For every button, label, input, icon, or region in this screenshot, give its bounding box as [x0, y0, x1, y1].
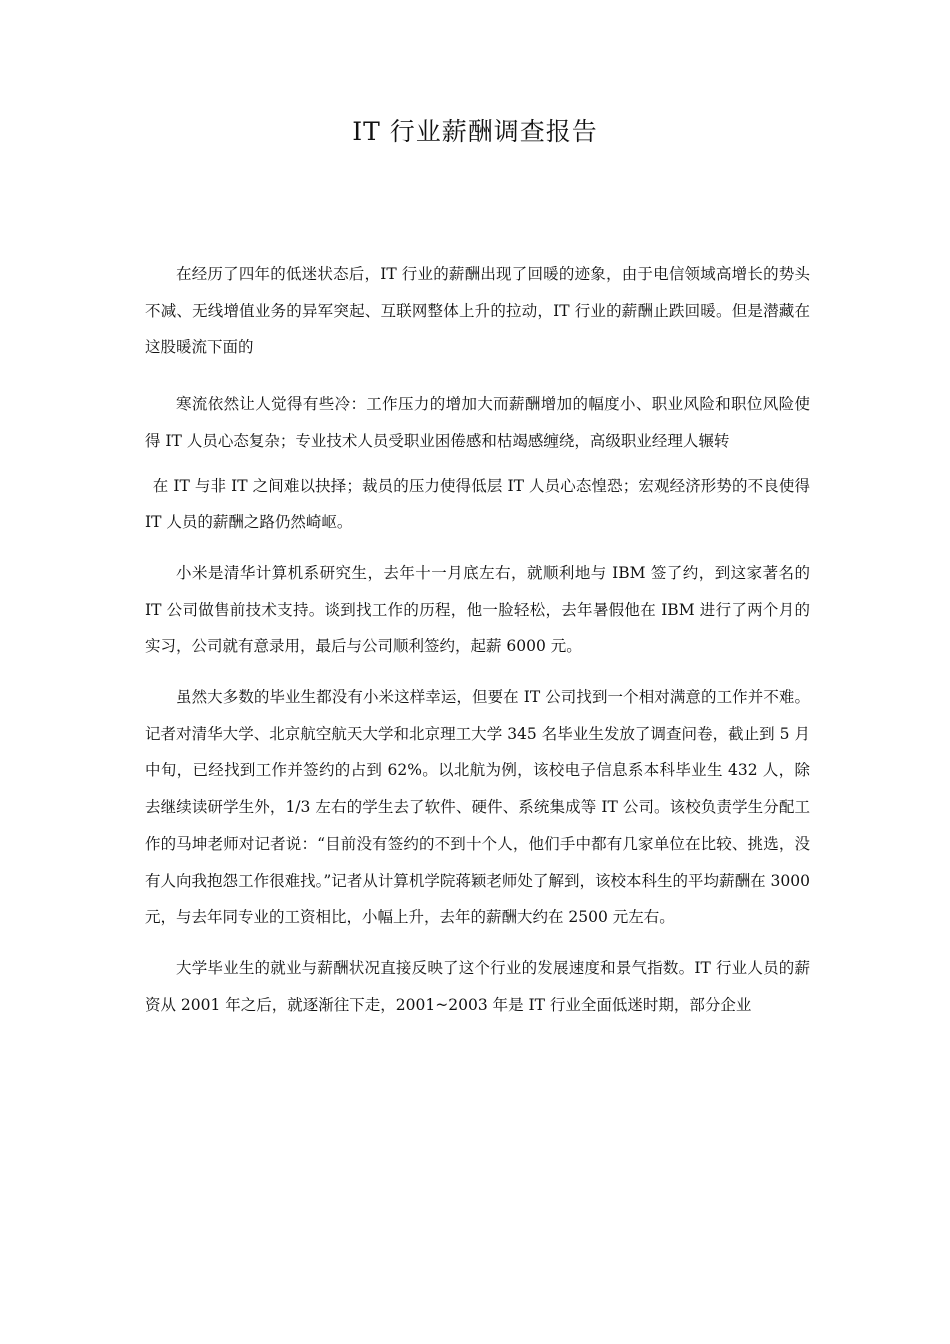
paragraph-2: 寒流依然让人觉得有些冷：工作压力的增加大而薪酬增加的幅度小、职业风险和职位风险使得 IT 人员心态复杂；专业技术人员受职业困倦感和枯竭感缠绕，高级职业经理人辗转 — [145, 395, 810, 450]
paragraph-6: 大学毕业生的就业与薪酬状况直接反映了这个行业的发展速度和景气指数。IT 行业人员的薪资从 2001 年之后，就逐渐往下走，2001~2003 年是 IT 行业全面低迷时期，部分企业 — [145, 958, 810, 1014]
document-title: IT 行业薪酬调查报告 — [352, 117, 598, 146]
document-body — [145, 256, 810, 1023]
paragraph-5: 虽然大多数的毕业生都没有小米这样幸运，但要在 IT 公司找到一个相对满意的工作并不难。记者对清华大学、北京航空航天大学和北京理工大学 345 名毕业生发放了调查问卷，截止到 5 月中旬，已经找到工作并签约的占到 62%。以北航为例，该校电子信息系本科毕业生 432 人，除去继续读研学生外，1/3 左右的学生去了软件、硬件、系统集成等 IT 公司。该校负责学生分配工作的马坤老师对记者说：“目前没有签约的不到十个人，他们手中都有几家单位在比较、挑选，没有人向我抱怨工作很难找。”记者从计算机学院蒋颖老师处了解到，该校本科生的平均薪酬在 3000 元，与去年同专业的工资相比，小幅上升，去年的薪酬大约在 2500 元左右。 — [145, 688, 810, 927]
paragraph-1: 在经历了四年的低迷状态后，IT 行业的薪酬出现了回暖的迹象，由于电信领域高增长的势头不减、无线增值业务的异军突起、互联网整体上升的拉动，IT 行业的薪酬止跌回暖。但是潜藏在这股暖流下面的 — [145, 265, 810, 357]
paragraph-3: 在 IT 与非 IT 之间难以抉择；裁员的压力使得低层 IT 人员心态惶恐；宏观经济形势的不良使得 IT 人员的薪酬之路仍然崎岖。 — [145, 476, 810, 532]
paragraph-4: 小米是清华计算机系研究生，去年十一月底左右，就顺利地与 IBM 签了约，到这家著名的 IT 公司做售前技术支持。谈到找工作的历程，他一脸轻松，去年暑假他在 IBM 进行了两个月的实习，公司就有意录用，最后与公司顺利签约，起薪 6000 元。 — [145, 563, 810, 656]
